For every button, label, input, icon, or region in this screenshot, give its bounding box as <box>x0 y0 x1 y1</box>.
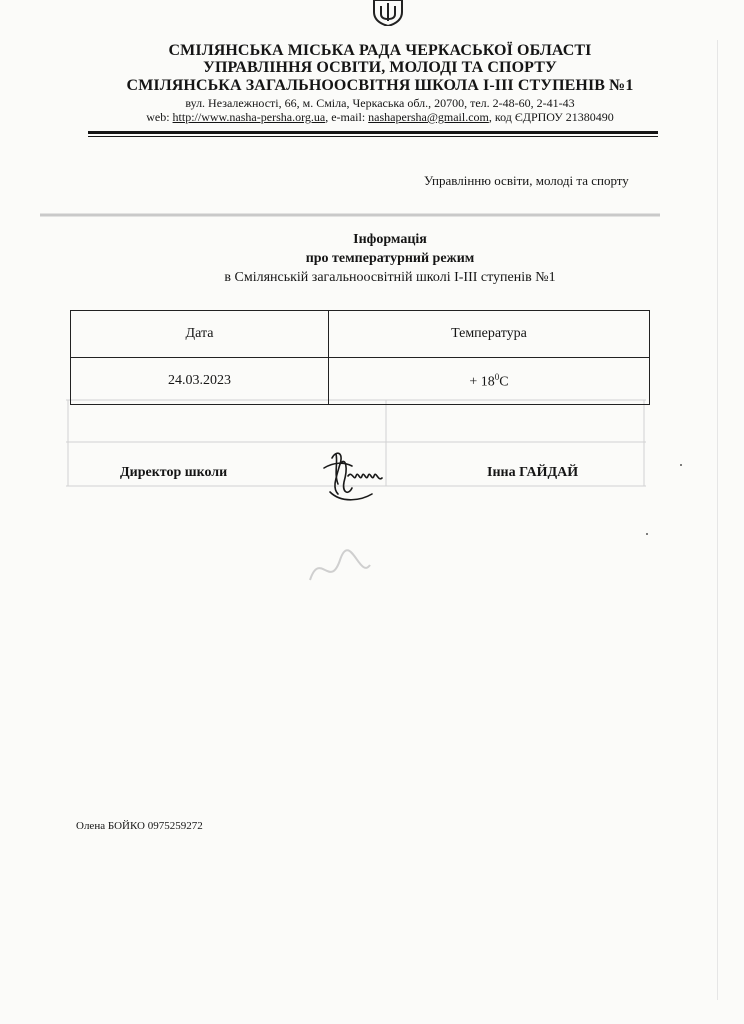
column-header-temperature: Температура <box>329 311 650 358</box>
website-link[interactable]: http://www.nasha-persha.org.ua <box>172 110 326 124</box>
document-title: Інформація <box>353 232 427 247</box>
handwritten-signature <box>318 448 392 508</box>
ghost-rule <box>40 212 660 220</box>
scan-edge <box>717 40 718 1000</box>
scan-dot <box>646 533 648 535</box>
header-school: СМІЛЯНСЬКА ЗАГАЛЬНООСВІТНЯ ШКОЛА І-ІІІ СТУПЕНІВ №1 <box>126 77 634 94</box>
signatory-name: Інна ГАЙДАЙ <box>487 465 579 480</box>
table-header-row <box>71 311 650 358</box>
header-contacts <box>60 110 700 125</box>
scan-dot <box>680 464 682 466</box>
ghost-signature <box>300 540 380 600</box>
cell-temperature <box>329 358 650 405</box>
temperature-table <box>70 310 650 405</box>
document-subject: в Смілянській загальноосвітній школі І-ІІІ ступенів №1 <box>224 270 556 285</box>
executor-contact: Олена БОЙКО 0975259272 <box>76 820 203 832</box>
email-link[interactable]: nashapersha@gmail.com <box>368 110 489 124</box>
edrpou-code: , код ЄДРПОУ 21380490 <box>488 110 614 124</box>
header-department: УПРАВЛІННЯ ОСВІТИ, МОЛОДІ ТА СПОРТУ <box>203 59 557 76</box>
header-address: вул. Незалежності, 66, м. Сміла, Черкаська обл., 20700, тел. 2-48-60, 2-41-43 <box>185 96 575 110</box>
recipient: Управлінню освіти, молоді та спорту <box>424 173 629 188</box>
document-subtitle: про температурний режим <box>305 251 475 266</box>
table-row <box>71 358 650 405</box>
signatory-position: Директор школи <box>120 465 228 480</box>
cell-date: 24.03.2023 <box>71 358 329 405</box>
temperature-unit: С <box>499 374 509 390</box>
coat-of-arms-icon <box>371 0 405 26</box>
temperature-value: + 18 <box>469 374 495 390</box>
email-label: , e-mail: <box>325 110 369 124</box>
column-header-date: Дата <box>71 311 329 358</box>
web-label: web: <box>146 110 173 124</box>
header-council: СМІЛЯНСЬКА МІСЬКА РАДА ЧЕРКАСЬКОЇ ОБЛАСТІ <box>168 42 592 59</box>
degree-superscript: 0 <box>494 371 500 382</box>
header-divider-thick <box>88 131 658 134</box>
header-divider-thin <box>88 136 658 137</box>
